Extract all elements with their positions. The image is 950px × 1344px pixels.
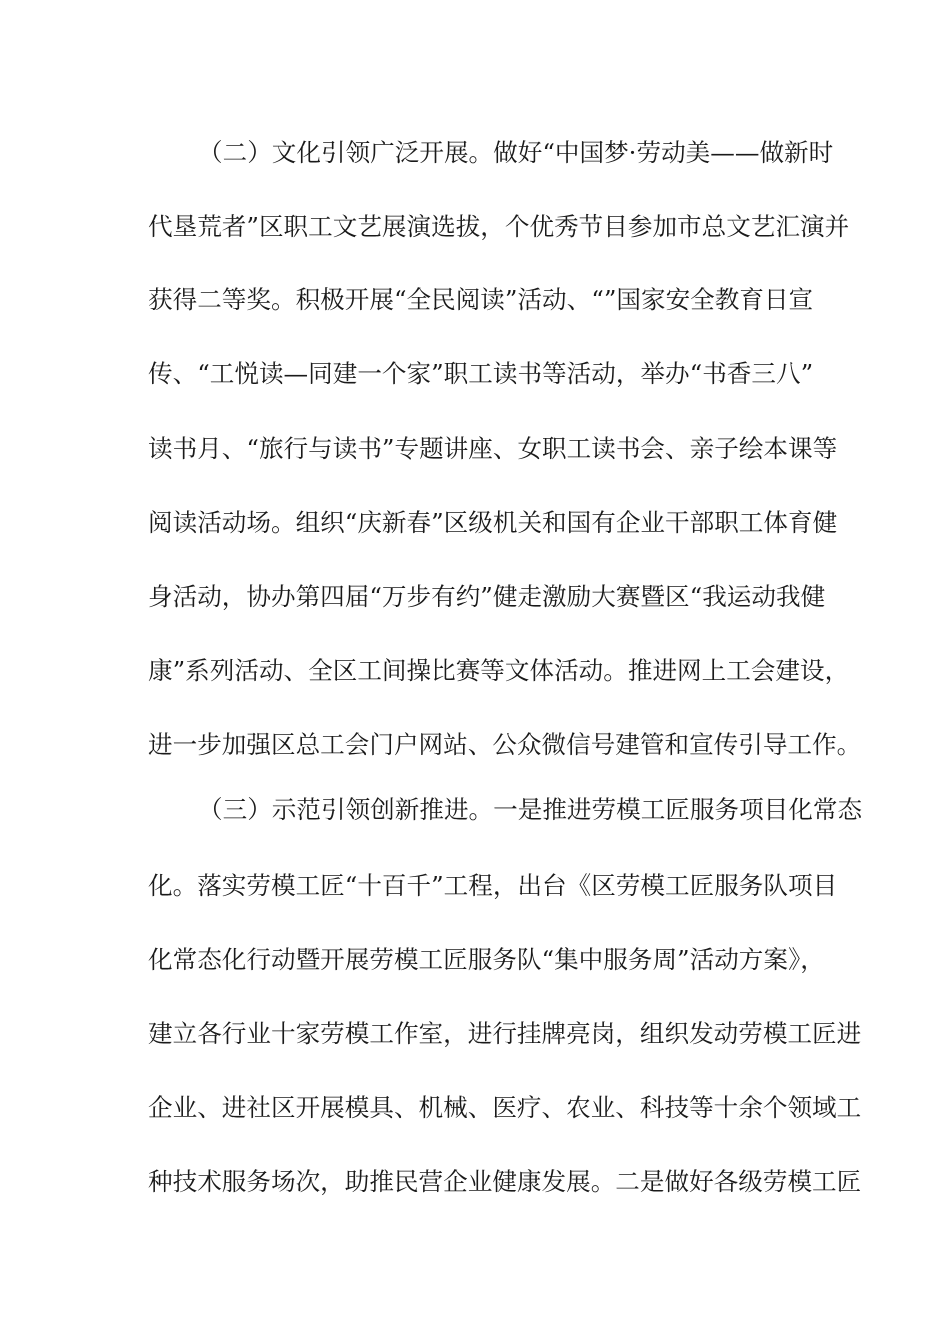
paragraph-1-line-1: （二）文化引领广泛开展。做好“中国梦·劳动美——做新时 [198,138,834,167]
paragraph-1-line-6: 阅读活动场。组织“庆新春”区级机关和国有企业干部职工体育健 [148,508,838,537]
paragraph-2-line-1: （三）示范引领创新推进。一是推进劳模工匠服务项目化常态 [198,795,863,824]
paragraph-2-line-2: 化。落实劳模工匠“十百千”工程，出台《区劳模工匠服务队项目 [148,871,838,900]
paragraph-1-line-2: 代垦荒者”区职工文艺展演选拔，个优秀节目参加市总文艺汇演并 [148,212,850,241]
paragraph-1-line-8: 康”系列活动、全区工间操比赛等文体活动。推进网上工会建设， [148,656,850,685]
paragraph-2-line-4: 建立各行业十家劳模工作室，进行挂牌亮岗，组织发动劳模工匠进 [148,1019,862,1048]
paragraph-2-line-3: 化常态化行动暨开展劳模工匠服务队“集中服务周”活动方案》， [148,945,825,974]
paragraph-1-line-3: 获得二等奖。积极开展“全民阅读”活动、“”国家安全教育日宣 [148,285,814,314]
paragraph-2-line-6: 种技术服务场次，助推民营企业健康发展。二是做好各级劳模工匠 [148,1167,862,1196]
paragraph-1-line-4: 传、“工悦读—同建一个家”职工读书等活动，举办“书香三八” [148,359,814,388]
paragraph-1-line-5: 读书月、“旅行与读书”专题讲座、女职工读书会、亲子绘本课等 [148,434,838,463]
paragraph-1-line-7: 身活动，协办第四届“万步有约”健走激励大赛暨区“我运动我健 [148,582,826,611]
paragraph-1-line-9: 进一步加强区总工会门户网站、公众微信号建管和宣传引导工作。 [148,730,862,759]
paragraph-2-line-5: 企业、进社区开展模具、机械、医疗、农业、科技等十余个领域工 [148,1093,862,1122]
